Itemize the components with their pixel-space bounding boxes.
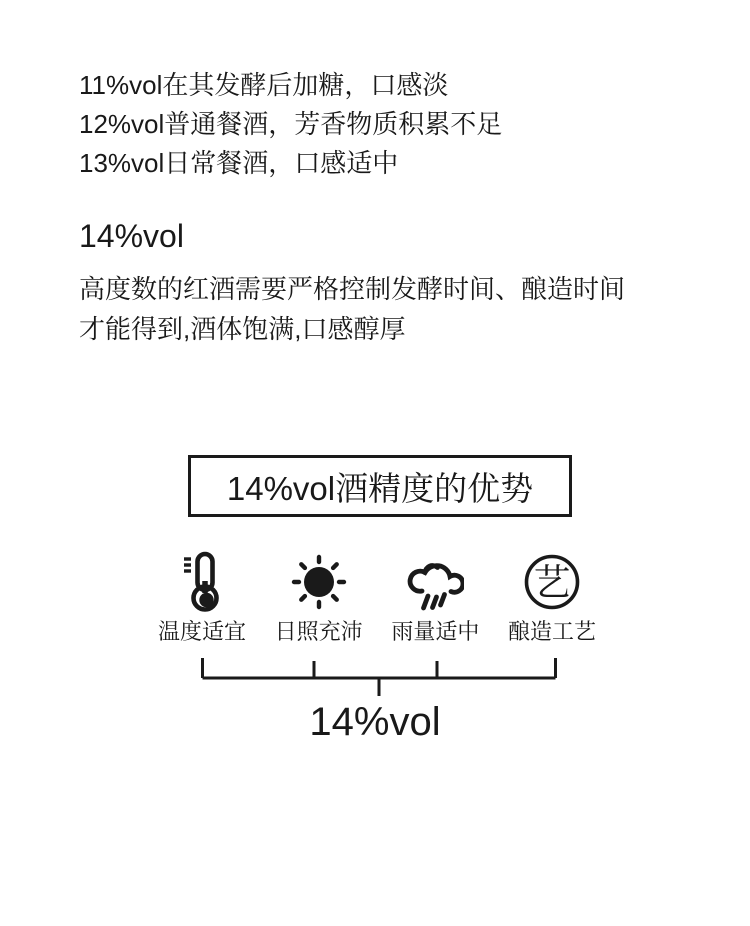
description-line-2: 才能得到,酒体饱满,口感醇厚 — [79, 314, 406, 344]
description-line-1: 高度数的红酒需要严格控制发酵时间、酿造时间 — [79, 274, 626, 304]
bracket-result-label: 14%vol — [309, 700, 441, 744]
advantage-label-craft: 酿造工艺 — [507, 619, 596, 644]
intro-line-13vol: 13%vol日常餐酒，口感适中 — [79, 148, 399, 178]
sun-icon — [291, 550, 347, 614]
advantages-title-box — [188, 455, 572, 517]
advantage-label-rainfall: 雨量适中 — [391, 619, 480, 644]
bracket-connector — [201, 656, 557, 698]
alcohol-levels-intro — [79, 66, 502, 183]
intro-line-12vol: 12%vol普通餐酒，芳香物质积累不足 — [79, 109, 503, 139]
advantage-item-temperature — [158, 550, 246, 644]
advantage-item-craft — [508, 550, 596, 644]
heading-14vol: 14%vol — [79, 218, 184, 254]
advantages-icons-row — [158, 550, 596, 644]
craft-circle-icon — [523, 550, 581, 614]
craft-glyph: 艺 — [533, 562, 571, 603]
advantage-label-sunshine: 日照充沛 — [274, 619, 363, 644]
advantage-label-temperature: 温度适宜 — [158, 619, 247, 644]
intro-line-11vol: 11%vol在其发酵后加糖，口感淡 — [79, 70, 449, 100]
advantages-title: 14%vol酒精度的优势 — [226, 469, 534, 507]
advantage-item-sunshine — [275, 550, 363, 644]
thermometer-icon — [179, 550, 225, 614]
rain-cloud-icon — [406, 550, 464, 614]
description-14vol — [79, 269, 625, 349]
advantage-item-rainfall — [391, 550, 479, 644]
